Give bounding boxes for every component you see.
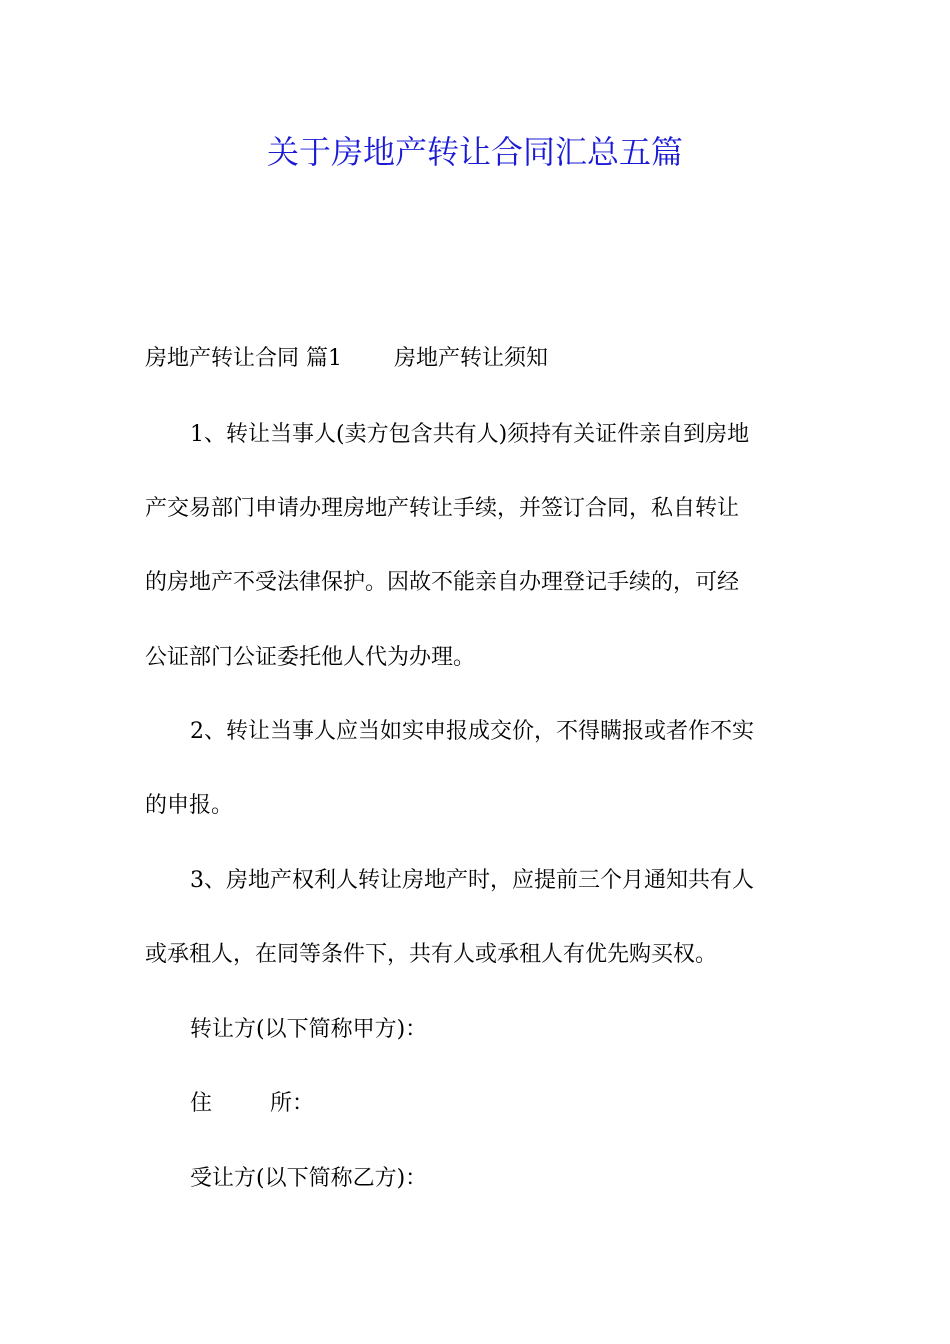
- notice-heading: 房地产转让须知: [394, 346, 549, 371]
- paragraph-line: 的申报。: [145, 793, 234, 818]
- paragraph-line: 公证部门公证委托他人代为办理。: [145, 645, 476, 670]
- address-label-part2: 所：: [270, 1091, 315, 1116]
- paragraph-line: 2、转让当事人应当如实申报成交价，不得瞒报或者作不实: [190, 719, 754, 744]
- section-heading-line: [145, 344, 548, 374]
- address-label-line: [190, 1089, 314, 1119]
- paragraph-line: 的房地产不受法律保护。因故不能亲自办理登记手续的，可经: [145, 570, 740, 595]
- transferor-label: 转让方(以下简称甲方)：: [190, 1017, 428, 1042]
- paragraph-line: 或承租人，在同等条件下，共有人或承租人有优先购买权。: [145, 942, 718, 967]
- document-title: 关于房地产转让合同汇总五篇: [266, 133, 683, 171]
- paragraph-line: 1、转让当事人(卖方包含共有人)须持有关证件亲自到房地: [190, 422, 750, 447]
- paragraph-line: 产交易部门申请办理房地产转让手续，并签订合同，私自转让: [145, 496, 740, 521]
- section-heading: 房地产转让合同 篇1: [145, 346, 342, 371]
- paragraph-line: 3、房地产权利人转让房地产时，应提前三个月通知共有人: [190, 868, 754, 893]
- address-label-part1: 住: [190, 1091, 213, 1116]
- transferee-label: 受让方(以下简称乙方)：: [190, 1166, 428, 1191]
